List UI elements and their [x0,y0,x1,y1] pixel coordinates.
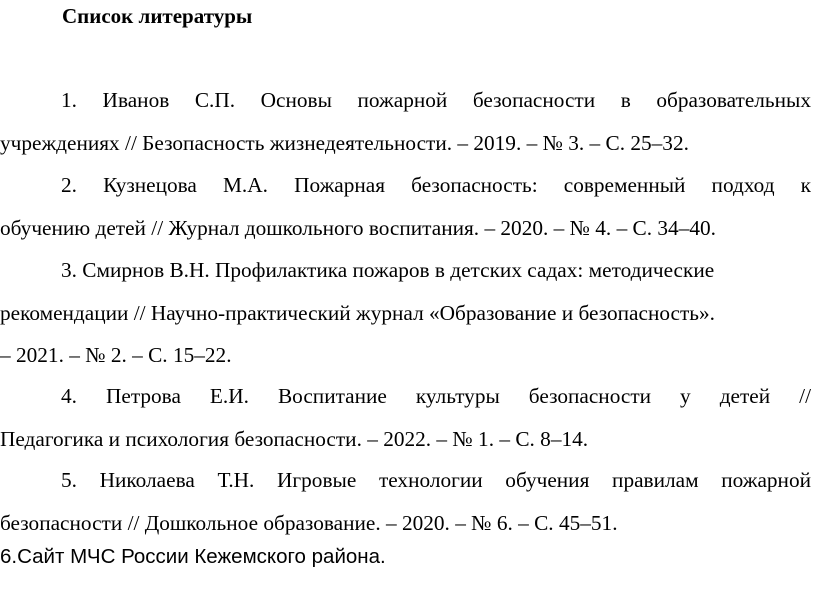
reference-line: учреждениях // Безопасность жизнедеятельности. – 2019. – № 3. – С. 25–32. [0,130,689,155]
reference-item-4 [0,375,811,460]
reference-item-2 [0,164,811,249]
reference-line: 2. Кузнецова М.А. Пожарная безопасность: современный подход к [61,173,811,197]
reference-item-5 [0,459,811,544]
reference-line: 4. Петрова Е.И. Воспитание культуры безопасности у детей // [61,384,811,408]
reference-item-1 [0,79,811,164]
reference-line: 1. Иванов С.П. Основы пожарной безопасности в образовательных [61,88,811,112]
reference-line: – 2021. – № 2. – С. 15–22. [0,343,232,367]
page-title: Список литературы [62,4,253,28]
reference-line: Педагогика и психология безопасности. – 2022. – № 1. – С. 8–14. [0,426,589,451]
reference-line: рекомендации // Научно-практический журнал «Образование и безопасность». [0,300,715,325]
reference-item-6: 6.Сайт МЧС России Кежемского района. [0,545,386,568]
reference-item-3 [0,249,811,377]
reference-line: 5. Николаева Т.Н. Игровые технологии обучения правилам пожарной [61,468,811,492]
reference-line: 3. Смирнов В.Н. Профилактика пожаров в детских садах: методические [61,258,715,282]
reference-line: обучению детей // Журнал дошкольного воспитания. – 2020. – № 4. – С. 34–40. [0,215,716,240]
reference-line: безопасности // Дошкольное образование. – 2020. – № 6. – С. 45–51. [0,510,618,535]
